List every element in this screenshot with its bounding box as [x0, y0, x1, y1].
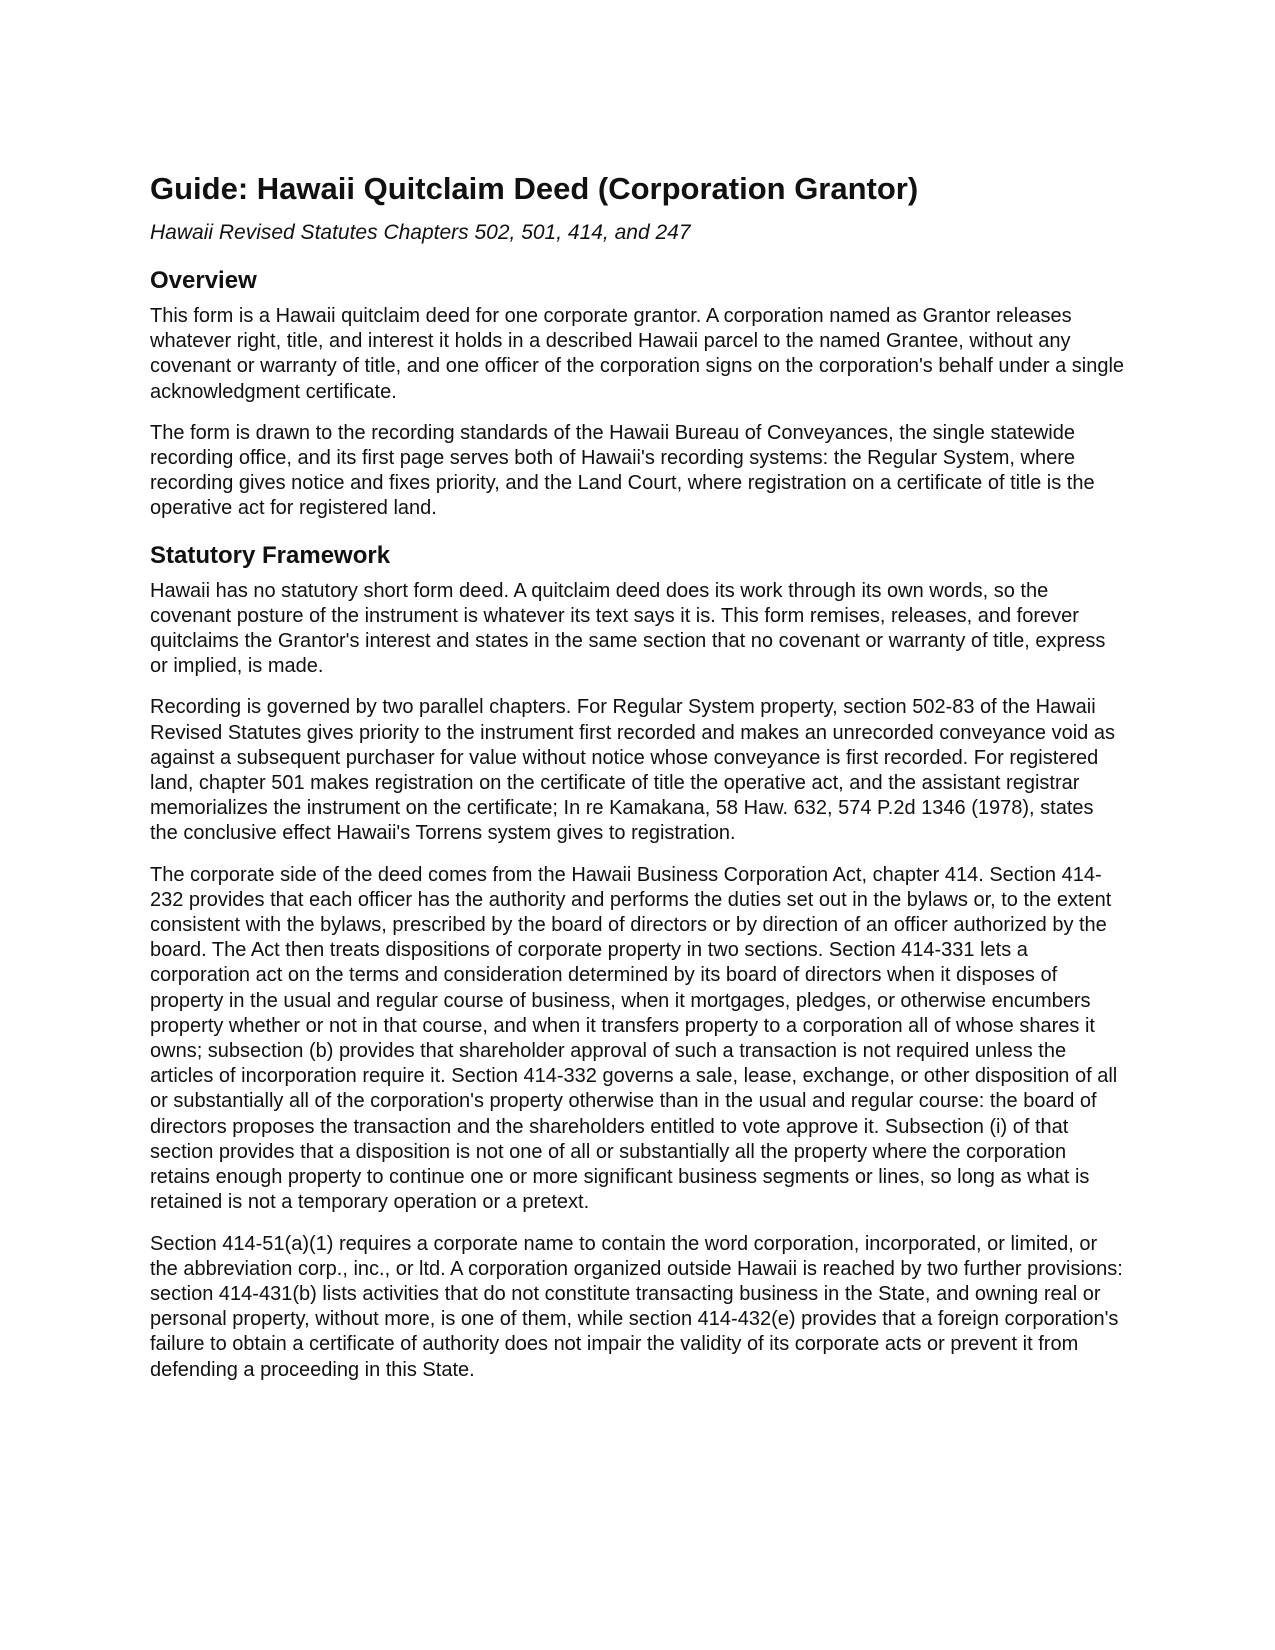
paragraph: The corporate side of the deed comes from the Hawaii Business Corporation Act, chapter 414. Section 414-232 provides that each officer has the authority and performs the duties set out in the bylaws or, to the extent consistent with the bylaws, prescribed by the board of directors or by direction of an officer authorized by the board. The Act then treats dispositions of corporate property in two sections. Section 414-331 lets a corporation act on the terms and consideration determined by its board of directors when it disposes of property in the usual and regular course of business, when it mortgages, pledges, or otherwise encumbers property whether or not in that course, and when it transfers property to a corporation all of whose shares it owns; subsection (b) provides that shareholder approval of such a transaction is not required unless the articles of incorporation require it. Section 414-332 governs a sale, lease, exchange, or other disposition of all or substantially all of the corporation's property otherwise than in the usual and regular course: the board of directors proposes the transaction and the shareholders entitled to vote approve it. Subsection (i) of that section provides that a disposition is not one of all or substantially all the property where the corporation retains enough property to continue one or more significant business segments or lines, so long as what is retained is not a temporary operation or a pretext.	[150, 863, 1118, 1214]
document-page	[150, 170, 1125, 1383]
document-title: Guide: Hawaii Quitclaim Deed (Corporation Grantor)	[150, 171, 919, 206]
section-heading-overview: Overview	[150, 267, 257, 294]
paragraph: The form is drawn to the recording standards of the Hawaii Bureau of Conveyances, the single statewide recording office, and its first page serves both of Hawaii's recording systems: the Regular System, where recording gives notice and fixes priority, and the Land Court, where registration on a certificate of title is the operative act for registered land.	[150, 421, 1095, 520]
document-subtitle: Hawaii Revised Statutes Chapters 502, 501, 414, and 247	[150, 221, 691, 244]
section-statutory-framework	[150, 541, 1125, 1383]
section-heading-statutory-framework: Statutory Framework	[150, 541, 391, 569]
paragraph: This form is a Hawaii quitclaim deed for one corporate grantor. A corporation named as Grantor releases whatever right, title, and interest it holds in a described Hawaii parcel to the named Grantee, without any covenant or warranty of title, and one officer of the corporation signs on the corporation's behalf under a single acknowledgment certificate.	[150, 305, 1125, 403]
paragraph: Hawaii has no statutory short form deed. A quitclaim deed does its work through its own words, so the covenant posture of the instrument is whatever its text says it is. This form remises, releases, and forever quitclaims the Grantor's interest and states in the same section that no covenant or warranty of title, express or implied, is made.	[150, 579, 1106, 678]
paragraph: Section 414-51(a)(1) requires a corporate name to contain the word corporation, incorporated, or limited, or the abbreviation corp., inc., or ltd. A corporation organized outside Hawaii is reached by two further provisions: section 414-431(b) lists activities that do not constitute transacting business in the State, and owning real or personal property, without more, is one of them, while section 414-432(e) provides that a foreign corporation's failure to obtain a certificate of authority does not impair the validity of its corporate acts or prevent it from defending a proceeding in this State.	[150, 1232, 1123, 1381]
paragraph: Recording is governed by two parallel chapters. For Regular System property, section 502-83 of the Hawaii Revised Statutes gives priority to the instrument first recorded and makes an unrecorded conveyance void as against a subsequent purchaser for value without notice whose conveyance is first recorded. For registered land, chapter 501 makes registration on the certificate of title the operative act, and the assistant registrar memorializes the instrument on the certificate; In re Kamakana, 58 Haw. 632, 574 P.2d 1346 (1978), states the conclusive effect Hawaii's Torrens system gives to registration.	[150, 696, 1115, 845]
section-overview	[150, 266, 1125, 522]
